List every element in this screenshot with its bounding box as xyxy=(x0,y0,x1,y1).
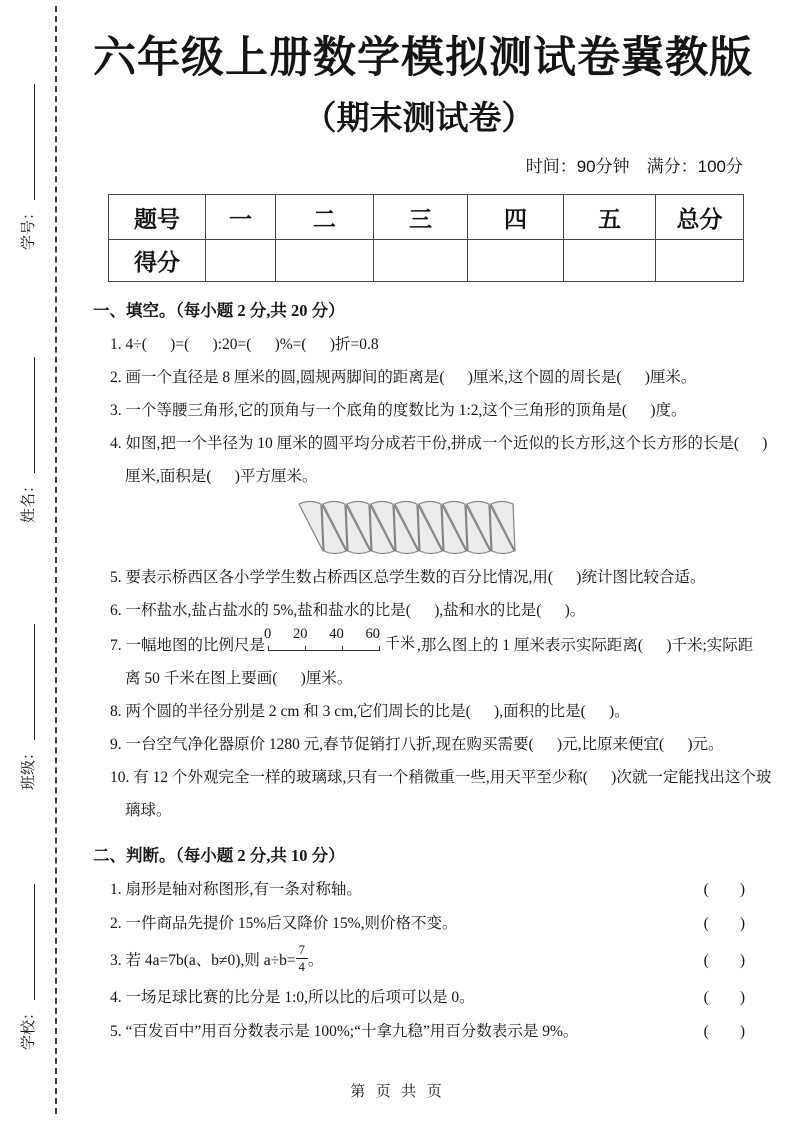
answer-blank: ( ) xyxy=(703,881,745,898)
answer-blank: ( ) xyxy=(703,952,745,969)
question-line: 6. 一杯盐水,盐占盐水的 5%,盐和盐水的比是( ),盐和水的比是( )。 xyxy=(110,602,586,619)
question-line: 1. 4÷( )=( ):20=( )%=( )折=0.8 xyxy=(110,336,379,353)
answer-blank: ( ) xyxy=(703,915,745,932)
question-line: 璃球。 xyxy=(125,802,172,819)
fraction-denominator: 4 xyxy=(298,960,305,974)
judgment-item xyxy=(110,873,745,907)
score-table-col-3: 三 xyxy=(374,195,468,240)
student-id-blank-line xyxy=(33,84,35,200)
score-table-col-2: 二 xyxy=(276,195,374,240)
score-table-score-row xyxy=(109,240,744,282)
answer-blank: ( ) xyxy=(703,989,745,1006)
question-line-with-scale xyxy=(110,626,754,662)
class-label: 班级： xyxy=(21,744,37,790)
judgment-text: 1. 扇形是轴对称图形,有一条对称轴。 xyxy=(110,881,362,898)
question-line: 厘米,面积是( )平方厘米。 xyxy=(125,468,318,485)
question-line: 8. 两个圆的半径分别是 2 cm 和 3 cm,它们周长的比是( ),面积的比是( )。 xyxy=(110,703,630,720)
paper-content xyxy=(93,0,772,1049)
student-name-blank-line xyxy=(33,357,35,473)
scale-tick-label: 20 xyxy=(293,626,308,642)
judgment-item xyxy=(110,981,745,1015)
question-line: 3. 一个等腰三角形,它的顶角与一个底角的度数比为 1:2,这个三角形的顶角是( )度。 xyxy=(110,402,687,419)
page-footer: 第 页 共 页 xyxy=(350,1084,443,1100)
judgment-text: 。 xyxy=(307,952,324,969)
score-table-col-total: 总分 xyxy=(656,195,744,240)
school-field xyxy=(14,878,38,1050)
question-line: 2. 画一个直径是 8 厘米的圆,圆规两脚间的距离是( )厘米,这个圆的周长是( )厘米。 xyxy=(110,369,697,386)
student-name-label: 姓名： xyxy=(21,477,37,523)
class-field xyxy=(14,618,38,790)
score-cell xyxy=(374,240,468,282)
scale-tick xyxy=(379,646,380,650)
page-title: 六年级上册数学模拟测试卷冀教版 xyxy=(93,34,753,82)
score-cell xyxy=(656,240,744,282)
score-table-header-row xyxy=(109,195,744,240)
scale-unit: 千米 xyxy=(385,636,416,652)
score-table-col-4: 四 xyxy=(468,195,564,240)
judgment-text-with-fraction xyxy=(110,941,323,981)
fraction xyxy=(296,943,308,975)
fraction-numerator: 7 xyxy=(296,943,308,959)
question-text: 7. 一幅地图的比例尺是 xyxy=(110,637,266,654)
judgment-item xyxy=(110,907,745,941)
map-scale-bar xyxy=(264,626,381,657)
scale-line xyxy=(268,650,380,651)
score-cell xyxy=(276,240,374,282)
page-subtitle: （期末测试卷） xyxy=(303,99,535,136)
fold-dashed-line xyxy=(55,6,57,1114)
scale-numbers xyxy=(264,626,380,642)
scale-tick-label: 40 xyxy=(329,626,344,642)
answer-blank: ( ) xyxy=(703,1023,745,1040)
question-line: 10. 有 12 个外观完全一样的玻璃球,只有一个稍微重一些,用天平至少称( )次就一定能找出这个玻 xyxy=(110,769,772,786)
time-score-info: 时间：90分钟 满分：100分 xyxy=(525,157,743,176)
score-table-col-5: 五 xyxy=(564,195,656,240)
class-blank-line xyxy=(33,624,35,740)
question-text: ,那么图上的 1 厘米表示实际距离( )千米;实际距 xyxy=(417,637,754,654)
score-cell xyxy=(468,240,564,282)
school-label: 学校： xyxy=(21,1004,37,1050)
circle-sectors-svg xyxy=(298,499,518,557)
score-label-cell: 得分 xyxy=(109,240,206,282)
score-cell xyxy=(564,240,656,282)
score-cell xyxy=(206,240,276,282)
judgment-item xyxy=(110,1015,745,1049)
student-id-label: 学号： xyxy=(21,204,37,250)
scale-tick xyxy=(268,646,269,650)
scale-tick xyxy=(305,646,306,650)
question-line: 9. 一台空气净化器原价 1280 元,春节促销打八折,现在购买需要( )元,比原来便宜( )元。 xyxy=(110,736,724,753)
judgment-text: 2. 一件商品先提价 15%后又降价 15%,则价格不变。 xyxy=(110,915,458,932)
scale-tick-label: 0 xyxy=(264,626,272,642)
section-judge-heading: 二、判断。（每小题 2 分,共 10 分） xyxy=(93,846,345,865)
circle-sectors-figure xyxy=(298,499,745,559)
judgment-text: 4. 一场足球比赛的比分是 1:0,所以比的后项可以是 0。 xyxy=(110,989,475,1006)
student-name-field xyxy=(14,351,38,523)
question-line: 离 50 千米在图上要画( )厘米。 xyxy=(125,670,353,687)
score-table-col-1: 一 xyxy=(206,195,276,240)
scale-tick-label: 60 xyxy=(365,626,381,642)
section-fill-heading: 一、填空。（每小题 2 分,共 20 分） xyxy=(93,301,345,320)
score-table xyxy=(108,194,744,282)
question-line: 5. 要表示桥西区各小学学生数占桥西区总学生数的百分比情况,用( )统计图比较合适。 xyxy=(110,569,706,586)
scale-tick xyxy=(342,646,343,650)
judgment-text: 5. “百发百中”用百分数表示是 100%;“十拿九稳”用百分数表示是 9%。 xyxy=(110,1023,579,1040)
question-line: 4. 如图,把一个半径为 10 厘米的圆平均分成若干份,拼成一个近似的长方形,这个长方形的长是( ) xyxy=(110,435,768,452)
student-id-field xyxy=(14,78,38,250)
score-table-corner: 题号 xyxy=(109,195,206,240)
judgment-item xyxy=(110,941,745,981)
judgment-text: 3. 若 4a=7b(a、b≠0),则 a÷b= xyxy=(110,952,296,969)
school-blank-line xyxy=(33,884,35,1000)
